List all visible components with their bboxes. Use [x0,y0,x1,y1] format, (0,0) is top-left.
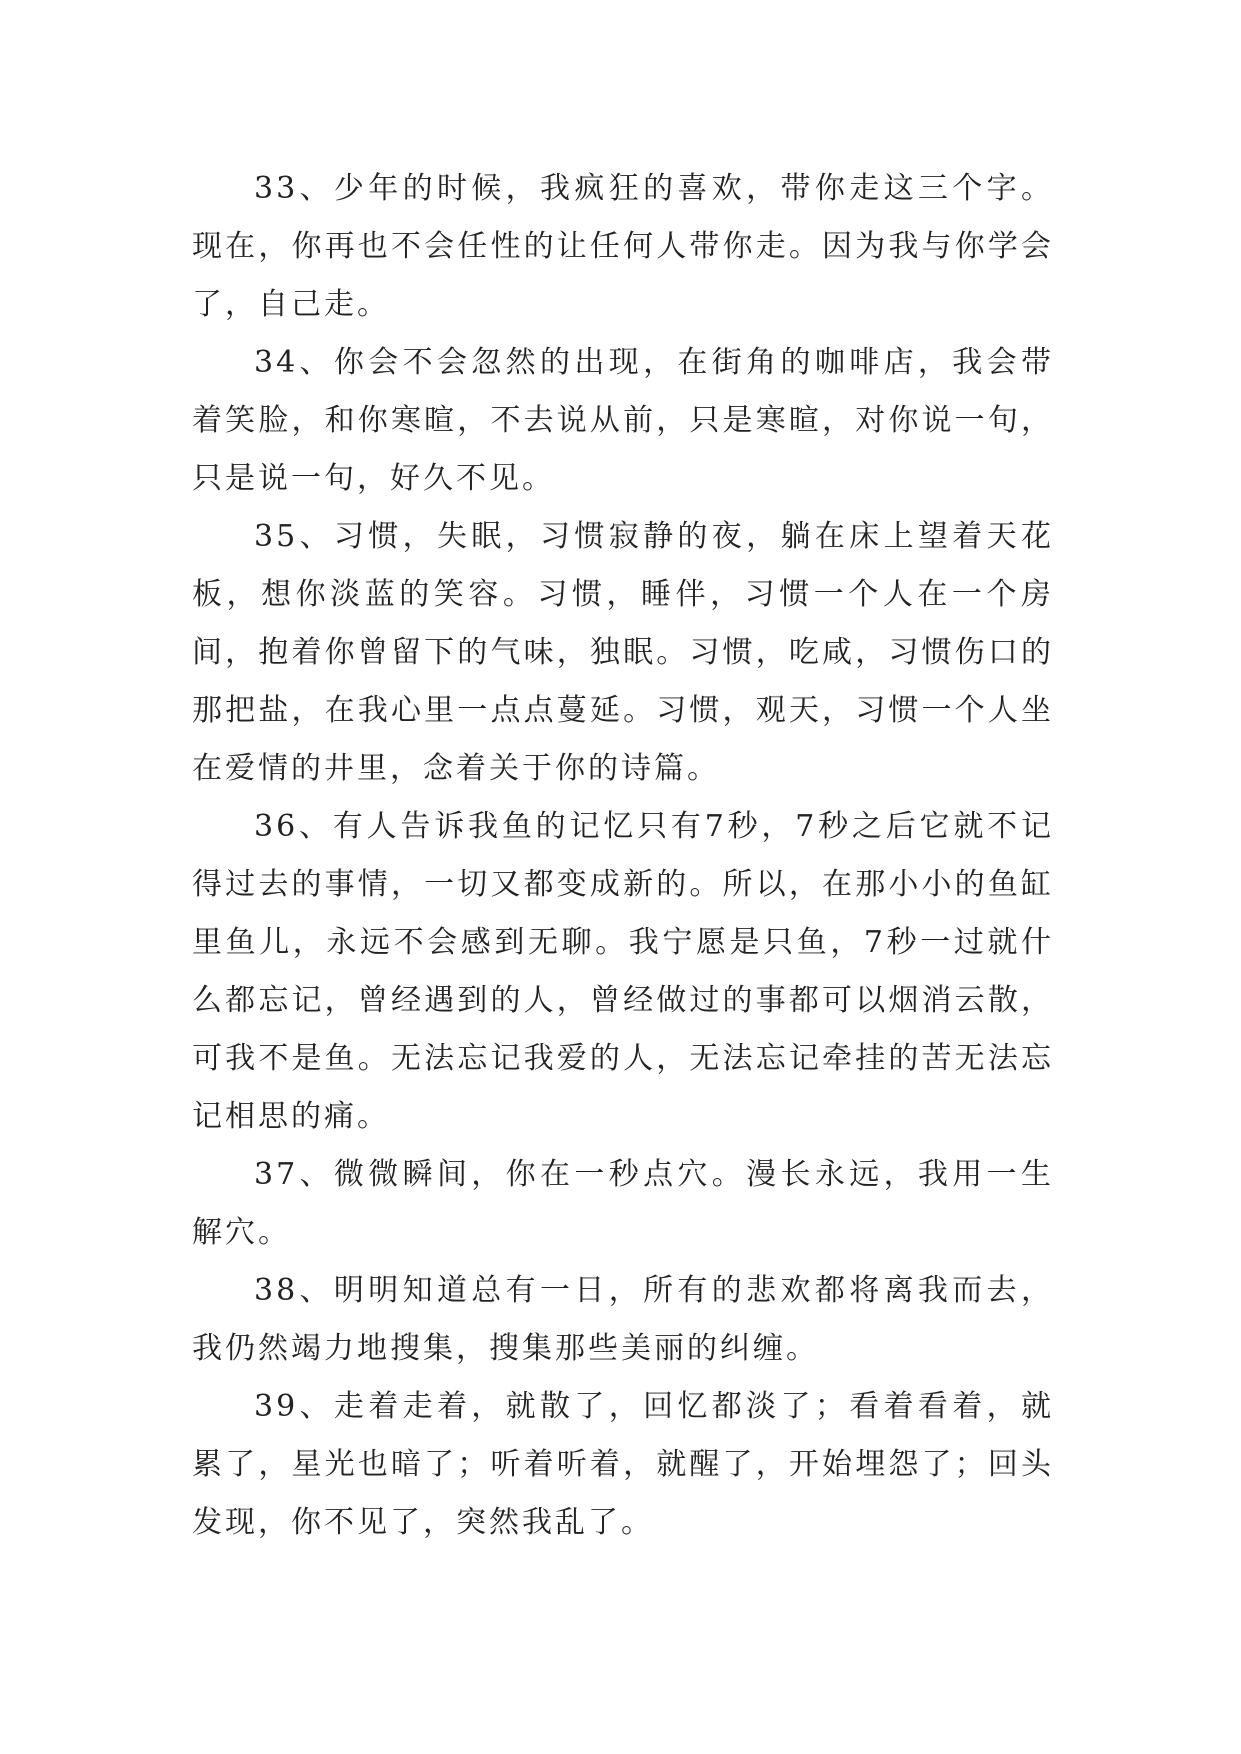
paragraph-38: 38、明明知道总有一日，所有的悲欢都将离我而去，我仍然竭力地搜集，搜集那些美丽的纠缠。 [192,1273,1054,1366]
paragraph-35: 35、习惯，失眠，习惯寂静的夜，躺在床上望着天花板，想你淡蓝的笑容。习惯，睡伴，习惯一个人在一个房间，抱着你曾留下的气味，独眠。习惯，吃咸，习惯伤口的那把盐，在我心里一点点蔓延。习惯，观天，习惯一个人坐在爱情的井里，念着关于你的诗篇。 [192,519,1054,786]
paragraph-39: 39、走着走着，就散了，回忆都淡了；看着看着，就累了，星光也暗了；听着听着，就醒了，开始埋怨了；回头发现，你不见了，突然我乱了。 [192,1389,1054,1540]
paragraph-37: 37、微微瞬间，你在一秒点穴。漫长永远，我用一生解穴。 [192,1157,1054,1250]
paragraph-33: 33、少年的时候，我疯狂的喜欢，带你走这三个字。现在，你再也不会任性的让任何人带你走。因为我与你学会了，自己走。 [192,171,1054,322]
paragraph-34: 34、你会不会忽然的出现，在街角的咖啡店，我会带着笑脸，和你寒暄，不去说从前，只是寒暄，对你说一句，只是说一句，好久不见。 [192,345,1054,496]
paragraph-36: 36、有人告诉我鱼的记忆只有7秒，7秒之后它就不记得过去的事情，一切又都变成新的。所以，在那小小的鱼缸里鱼儿，永远不会感到无聊。我宁愿是只鱼，7秒一过就什么都忘记，曾经遇到的人，曾经做过的事都可以烟消云散，可我不是鱼。无法忘记我爱的人，无法忘记牵挂的苦无法忘记相思的痛。 [192,809,1054,1134]
document-body [192,160,1054,1552]
